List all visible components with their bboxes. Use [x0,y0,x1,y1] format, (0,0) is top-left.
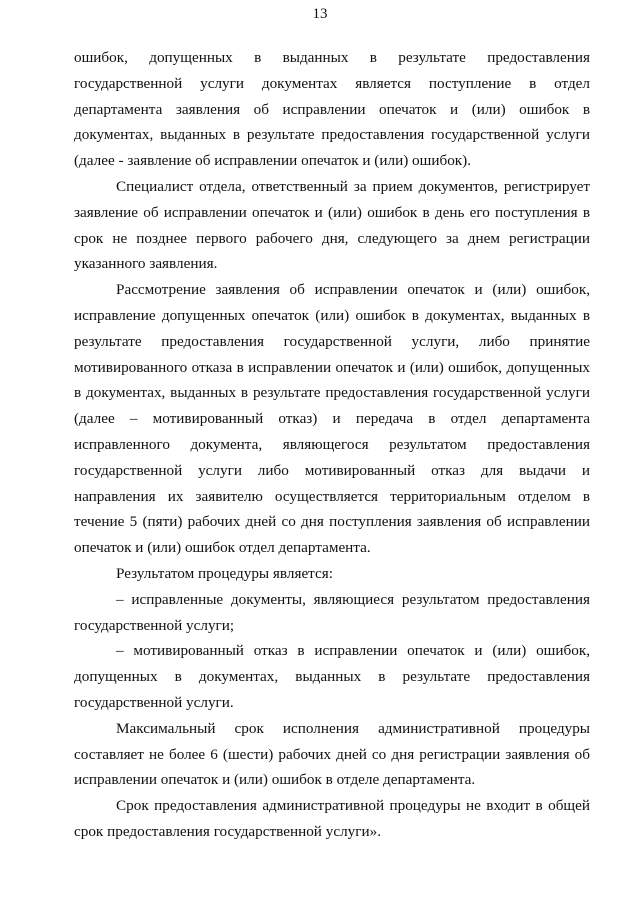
document-body [74,45,590,845]
page-number: 13 [312,6,328,22]
paragraph-result-intro: Результатом процедуры является: [116,564,333,582]
paragraph-review: Рассмотрение заявления об исправлении опечаток и (или) ошибок, исправление допущенных опечаток (или) ошибок в документах, выданных в результате предоставления государственной услуги, либо принятие мотивированного отказа в исправлении опечаток и (или) ошибок, допущенных в документах, выданных в результате предоставления государственной услуги (далее – мотивированный отказ) и передача в отдел департамента исправленного документа, являющегося результатом предоставления государственной услуги либо мотивированный отказ для выдачи и направления их заявителю осуществляется территориальным отделом в течение 5 (пяти) рабочих дней со дня поступления заявления об исправлении опечаток и (или) ошибок отдел департамента. [74,281,590,557]
paragraph-term-note: Срок предоставления административной процедуры не входит в общей срок предоставления государственной услуги». [74,797,590,840]
paragraph-registration: Специалист отдела, ответственный за прием документов, регистрирует заявление об исправлении опечаток и (или) ошибок в день его поступления в срок не позднее первого рабочего дня, следующего за днем регистрации указанного заявления. [74,177,590,273]
paragraph-continuation: ошибок, допущенных в выданных в результате предоставления государственной услуги документах является поступление в отдел департамента заявления об исправлении опечаток и (или) ошибок в документах, выданных в результате предоставления государственной услуги (далее - заявление об исправлении опечаток и (или) ошибок). [74,49,590,170]
list-item-corrected-documents: – исправленные документы, являющиеся результатом предоставления государственной услуги; [74,590,590,634]
list-item-reasoned-refusal: – мотивированный отказ в исправлении опечаток и (или) ошибок, допущенных в документах, выданных в результате предоставления государственной услуги. [74,642,590,711]
paragraph-max-term: Максимальный срок исполнения административной процедуры составляет не более 6 (шести) рабочих дней со дня регистрации заявления об исправлении опечаток и (или) ошибок в отделе департамента. [74,719,590,789]
